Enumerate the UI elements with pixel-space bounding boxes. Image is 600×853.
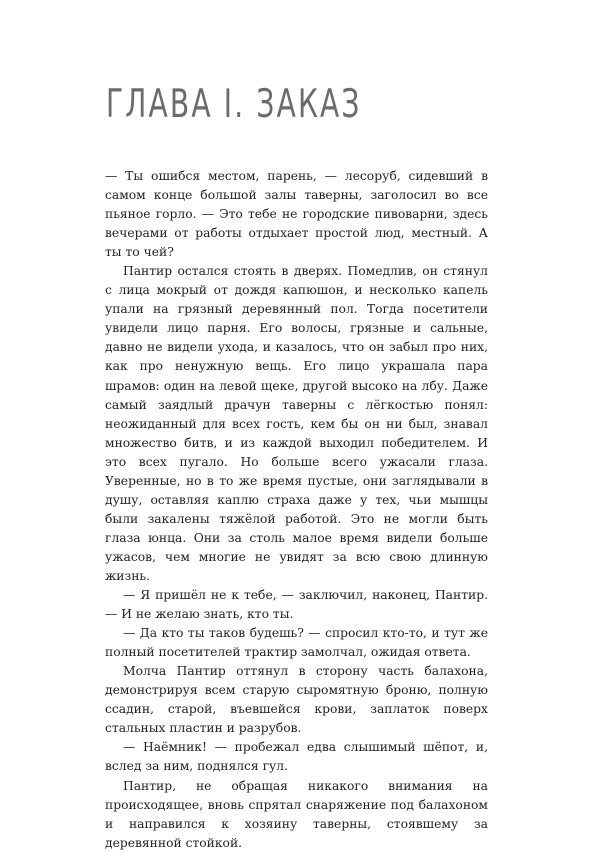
paragraph: — Наёмник! — пробежал едва слышимый шёпот, и, вслед за ним, поднялся гул. [105, 740, 488, 774]
paragraph: — Ты ошибся местом, парень, — лесоруб, сидевший в самом конце большой залы таверны, заголосил во все пьяное горло. — Это тебе не городские пивоварни, здесь вечерами от работы отдыхает простой люд, местный. А ты то чей? [105, 169, 488, 260]
chapter-title: ГЛАВА I. ЗАКАЗ [106, 82, 362, 127]
paragraph: Пантир, не обращая никакого внимания на происходящее, вновь спрятал снаряжение под балахоном и направился к хозяину таверны, стоявшему за деревянной стойкой. [105, 778, 488, 850]
paragraph: Молча Пантир оттянул в сторону часть балахона, демонстрируя всем старую сыромятную броню, полную ссадин, старой, въевшейся крови, заплаток поверх стальных пластин и разрубов. [105, 664, 488, 736]
paragraph: — Да кто ты таков будешь? — спросил кто-то, и тут же полный посетителей трактир замолчал, ожидая ответа. [105, 626, 488, 660]
paragraph: Пантир остался стоять в дверях. Помедлив, он стянул с лица мокрый от дождя капюшон, и несколько капель упали на грязный деревянный пол. Тогда посетители увидели лицо парня. Его волосы, грязные и сальные, давно не видели ухода, и казалось, что он забыл про них, как про ненужную вещь. Его лицо украшала пара шрамов: один на левой щеке, другой высоко на лбу. Даже самый заядлый драчун таверны с лёгкостью понял: неожиданный для всех гость, кем бы он ни был, знавал множество битв, и из каждой выходил победителем. И это всех пугало. Но больше всего ужасали глаза. Уверенные, но в то же время пустые, они заглядывали в душу, оставляя каплю страха даже у тех, чьи мышцы были закалены тяжёлой работой. Это не могли быть глаза юнца. Они за столь малое время видели больше ужасов, чем многие не увидят за всю свою длинную жизнь. [105, 264, 488, 583]
paragraph: — Я пришёл не к тебе, — заключил, наконец, Пантир. — И не желаю знать, кто ты. [105, 588, 488, 622]
